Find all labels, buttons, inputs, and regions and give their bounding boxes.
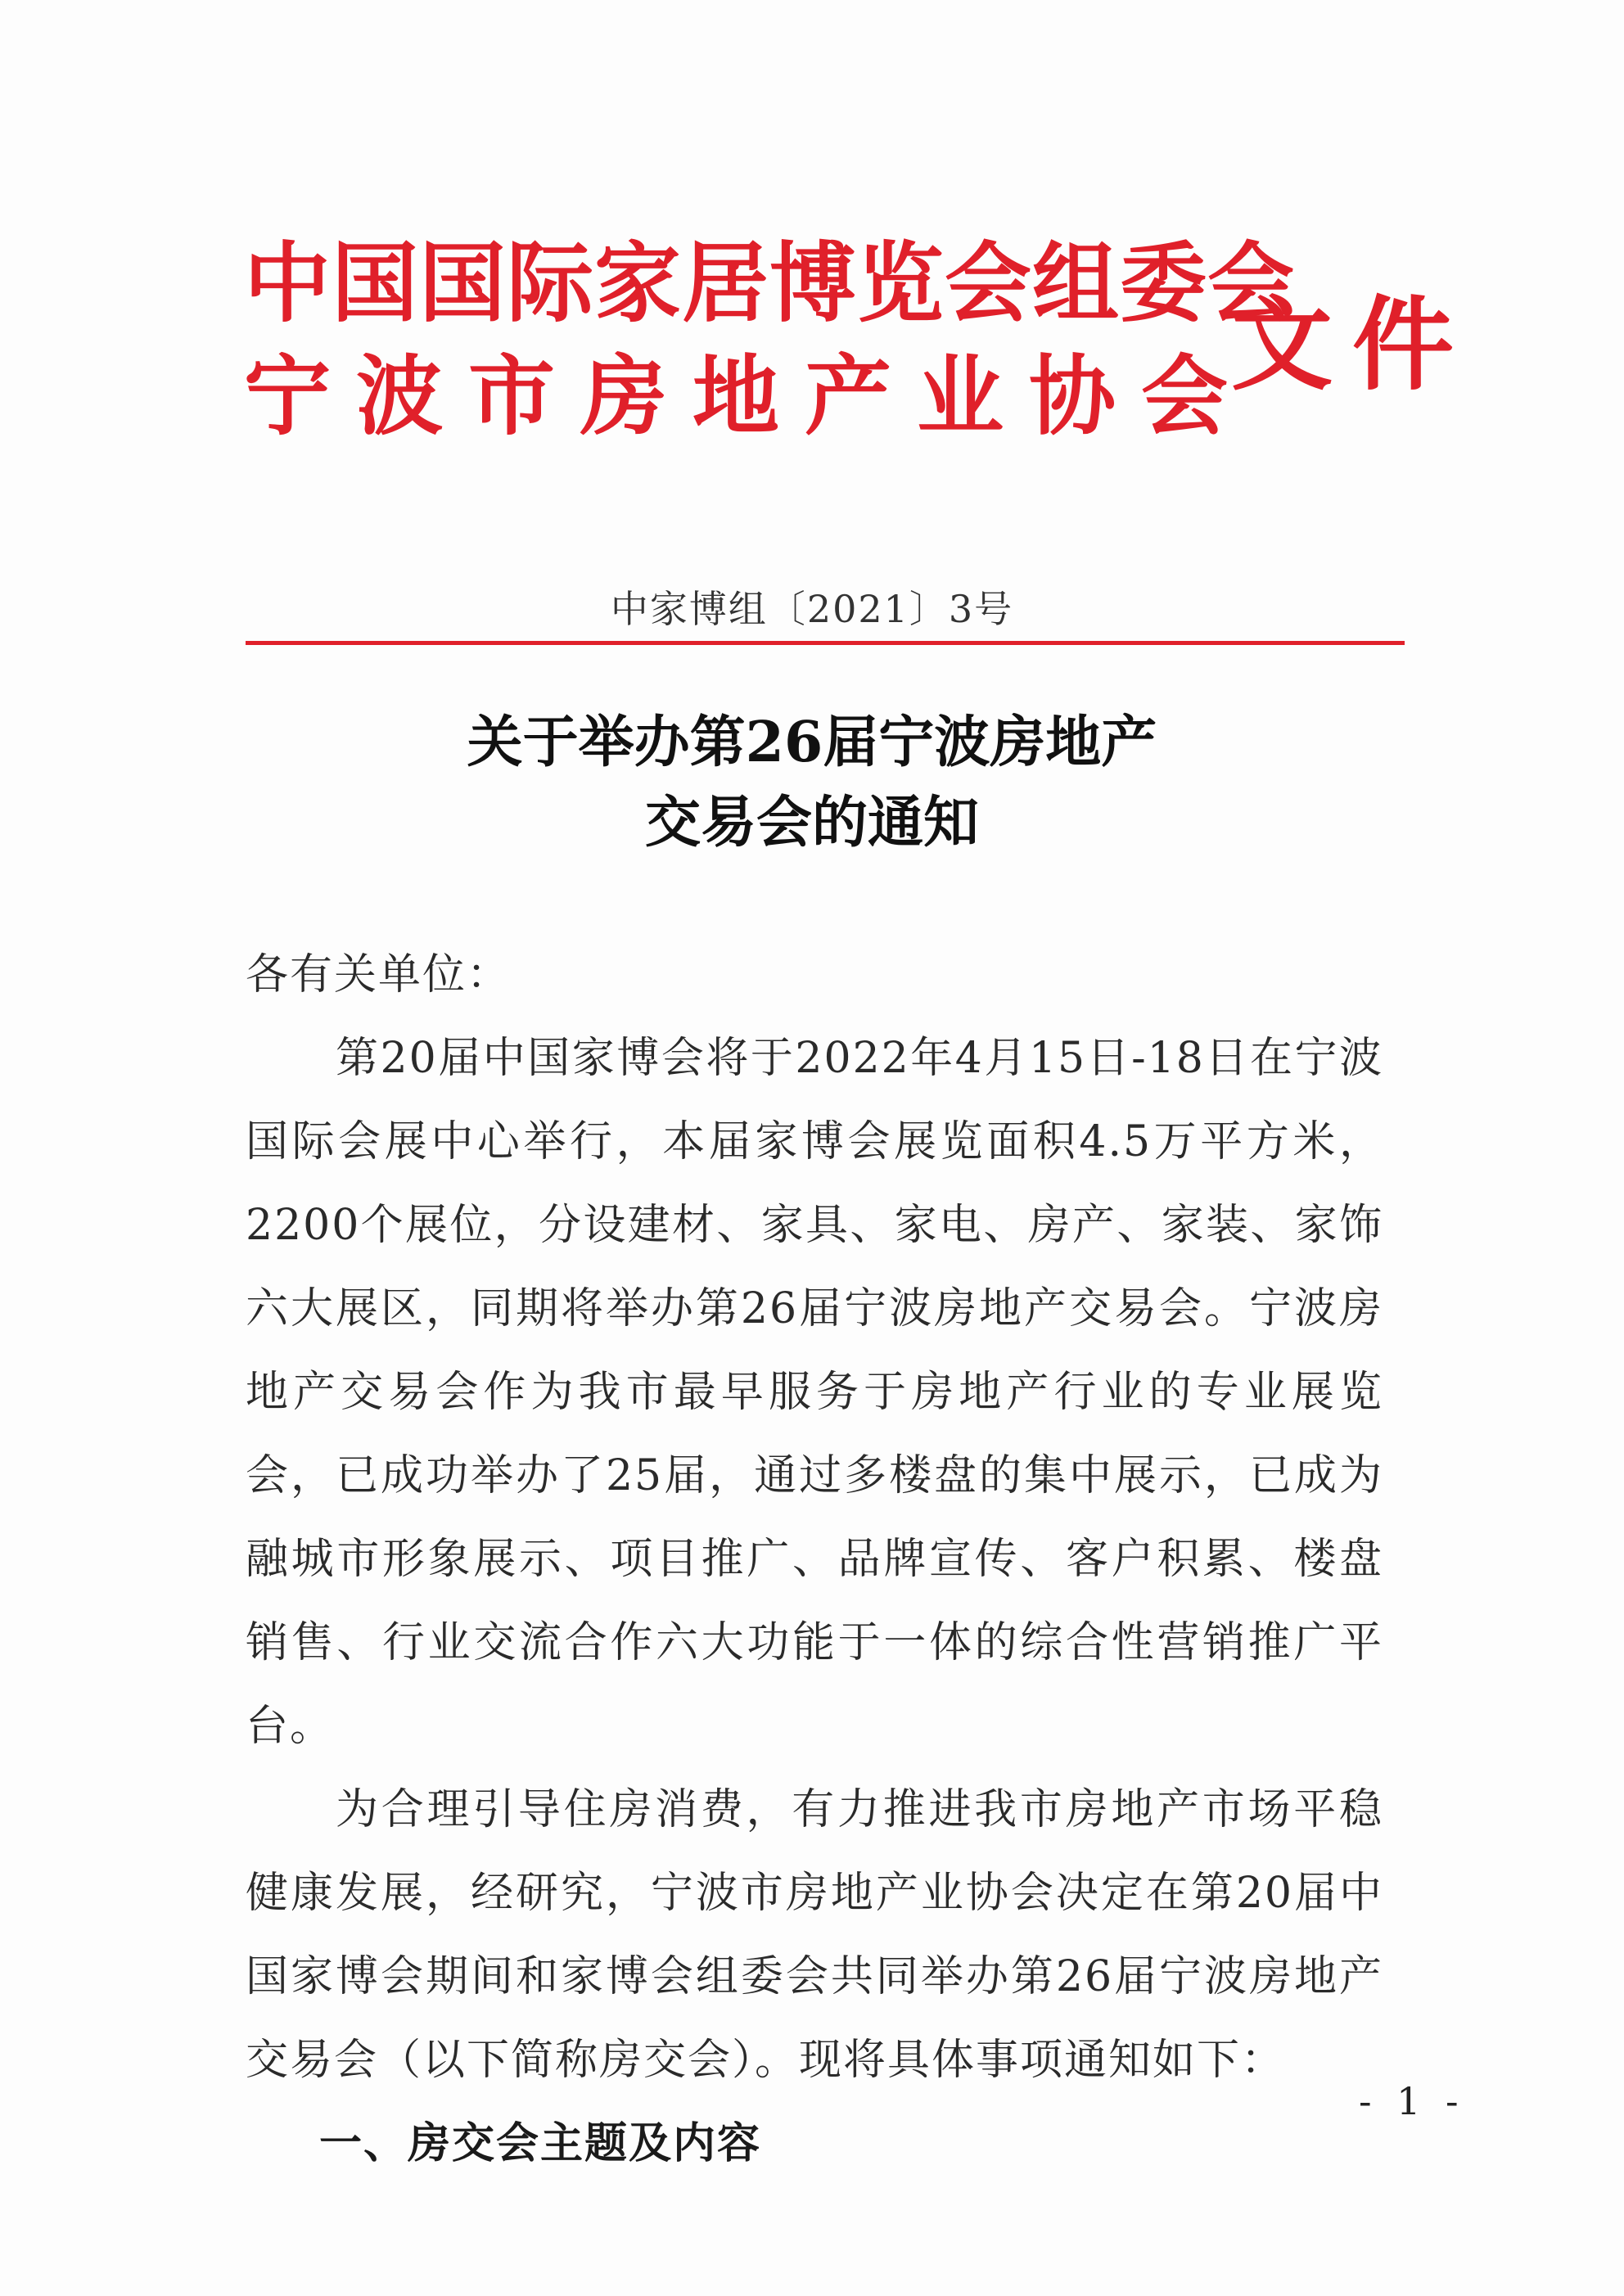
page-number: - 1 - xyxy=(1359,2079,1465,2123)
letterhead xyxy=(244,214,1474,460)
document-number: 中家博组〔2021〕3号 xyxy=(610,587,1014,631)
salutation: 各有关单位： xyxy=(246,950,512,999)
paragraph-1: 第20届中国家博会将于2022年4月15日-18日在宁波国际会展中心举行，本届家博会展览面积4.5万平方米，2200个展位，分设建材、家具、家电、房产、家装、家饰六大展区，同期将举办第26届宁波房地产交易会。宁波房地产交易会作为我市最早服务于房地产行业的专业展览会，已成功举办了25届，通过多楼盘的集中展示，已成为融城市形象展示、项目推广、品牌宣传、客户积累、楼盘销售、行业交流合作六大功能于一体的综合性营销推广平台。 xyxy=(246,1034,1383,1751)
document-title xyxy=(0,702,1624,863)
red-divider-line xyxy=(246,641,1405,645)
letterhead-org-line-2: 宁波市房地产业协会 xyxy=(244,345,1253,447)
section-1-heading: 一、房交会主题及内容 xyxy=(319,2119,762,2168)
paragraph-2: 为合理引导住房消费，有力推进我市房地产市场平稳健康发展，经研究，宁波市房地产业协会决定在第20届中国家博会期间和家博会组委会共同举办第26届宁波房地产交易会（以下简称房交会）。现将具体事项通知如下： xyxy=(246,1785,1383,2085)
letterhead-document-word: 文件 xyxy=(1231,286,1474,404)
title-line-1: 关于举办第26届宁波房地产 xyxy=(467,710,1157,775)
title-line-2: 交易会的通知 xyxy=(644,790,979,855)
letterhead-org-line-1: 中国国际家居博览会组委会 xyxy=(244,232,1295,334)
document-body xyxy=(246,933,1383,2185)
